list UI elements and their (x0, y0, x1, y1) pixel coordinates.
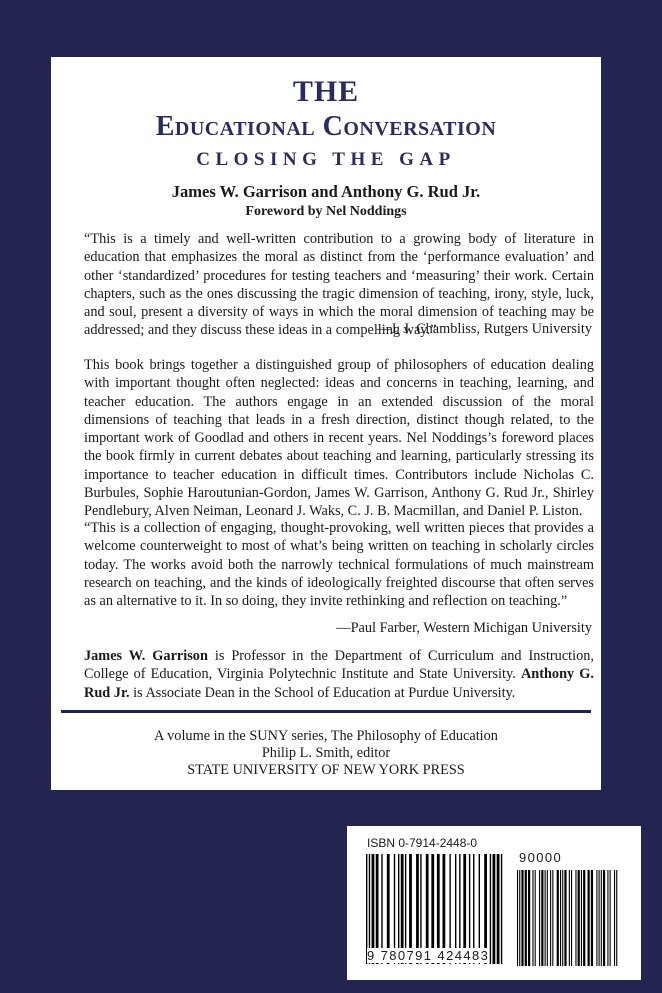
barcode-bar (607, 870, 608, 966)
barcode-bar (545, 870, 546, 966)
barcode-bar (528, 870, 530, 966)
barcode-bar (557, 870, 559, 966)
divider-rule (61, 710, 591, 713)
barcode-bar (517, 870, 518, 966)
barcode-bar (610, 870, 611, 966)
barcode-bar (571, 870, 572, 966)
endorsement-quote-1: “This is a timely and well-written contribution to a growing body of literature in education that emphasizes the moral as distinct from the ‘performance evaluation’ and other ‘standardized’ procedures for testing teachers and ‘measuring’ their work. Certain chapters, such as the ones discussing the tragic dimension of teaching, irony, style, luck, and soul, present a diversity of ways in which the moral dimension of teaching may be addressed; and they discuss these ideas in a compelling way.” (84, 231, 594, 339)
barcode-bar (581, 870, 582, 966)
barcode-bar (490, 854, 491, 964)
barcode-bar (614, 870, 615, 966)
barcode-bar (560, 870, 561, 966)
barcode-bar (588, 870, 590, 966)
bio-name-2: Anthony G. Rud Jr. (84, 666, 594, 701)
addon-digits: 90000 (519, 850, 563, 865)
barcode-bar (541, 870, 543, 966)
barcode-bar (603, 870, 605, 966)
series-line-2: Philip L. Smith, editor (261, 745, 391, 761)
bio-name-1: James W. Garrison (84, 648, 208, 664)
foreword-credit: Foreword by Nel Noddings (245, 204, 407, 219)
endorsement-attribution-1: —J. J. Chambliss, Rutgers University (376, 321, 592, 337)
subtitle: CLOSING THE GAP (196, 149, 456, 170)
barcode-bar (591, 870, 593, 966)
barcode-bar (497, 854, 500, 964)
bio-text-2: is Associate Dean in the School of Education at Purdue University. (129, 684, 516, 701)
barcode-bar (493, 854, 496, 964)
barcode-bar (562, 870, 563, 966)
barcode-bar (564, 870, 566, 966)
series-line-1: A volume in the SUNY series, The Philosophy of Education (154, 728, 498, 744)
barcode-bar (539, 870, 540, 966)
barcode-bar (575, 870, 576, 966)
barcode-bar (616, 870, 617, 966)
barcode-bar (599, 870, 600, 966)
author-bio (84, 647, 594, 702)
barcode-bar (569, 870, 570, 966)
back-cover-panel (51, 57, 601, 790)
endorsement-attribution-2: —Paul Farber, Western Michigan University (336, 620, 592, 636)
addon-barcode (517, 870, 625, 966)
publisher-name: STATE UNIVERSITY OF NEW YORK PRESS (187, 762, 465, 778)
barcode-bar (547, 870, 548, 966)
authors: James W. Garrison and Anthony G. Rud Jr. (171, 182, 481, 201)
barcode-bar (525, 870, 527, 966)
barcode-bar (578, 870, 580, 966)
endorsement-quote-2: “This is a collection of engaging, thought-provoking, well written pieces that provides a welcome counterweight to most of what’s being written on teaching in scholarly circles today. The works avoid both the narrowly technical formulations of much mainstream research on teaching, and the kinds of ideologically freighted discourse that often serves as an alternative to it. In so doing, they invite rethinking and reflection on teaching.” (84, 520, 594, 610)
barcode-bar (552, 870, 553, 966)
barcode-bar (535, 870, 536, 966)
barcode-bar (521, 870, 523, 966)
isbn-label: ISBN 0-7914-2448-0 (367, 836, 478, 850)
barcode-box (347, 826, 641, 980)
barcode-bar (519, 870, 520, 966)
barcode-bar (501, 854, 502, 964)
barcode-bar (532, 870, 533, 966)
barcode-bar (596, 870, 597, 966)
barcode-bar (583, 870, 585, 966)
bio-text-1: is Professor in the Department of Curriculum and Instruction, College of Education, Virginia Polytechnic Institute and State University. (84, 648, 594, 683)
barcode-bar (550, 870, 551, 966)
barcode-bar (601, 870, 602, 966)
title-line-2: Educational Conversation (155, 111, 497, 142)
title-line-1: THE (292, 75, 360, 108)
book-description: This book brings together a distinguished group of philosophers of education dealing with important thought often neglected: ideas and concerns in teaching, learning, and teacher education. The authors engage in an extended discussion of the moral dimensions of teaching that leads in a fresh direction, distinct though related, to the important work of Goodlad and others in recent years. Nel Noddings’s foreword places the book firmly in current debates about teaching and learning, particularly stressing its importance to teacher education in difficult times. Contributors include Nicholas C. Burbules, Sophie Haroutunian-Gordon, James W. Garrison, Anthony G. Rud Jr., Shirley Pendlebury, Alven Neiman, Leonard J. Waks, C. J. B. Macmillan, and Daniel P. Liston. (84, 357, 594, 520)
ean-digits: 9 780791 424483 (367, 948, 490, 963)
